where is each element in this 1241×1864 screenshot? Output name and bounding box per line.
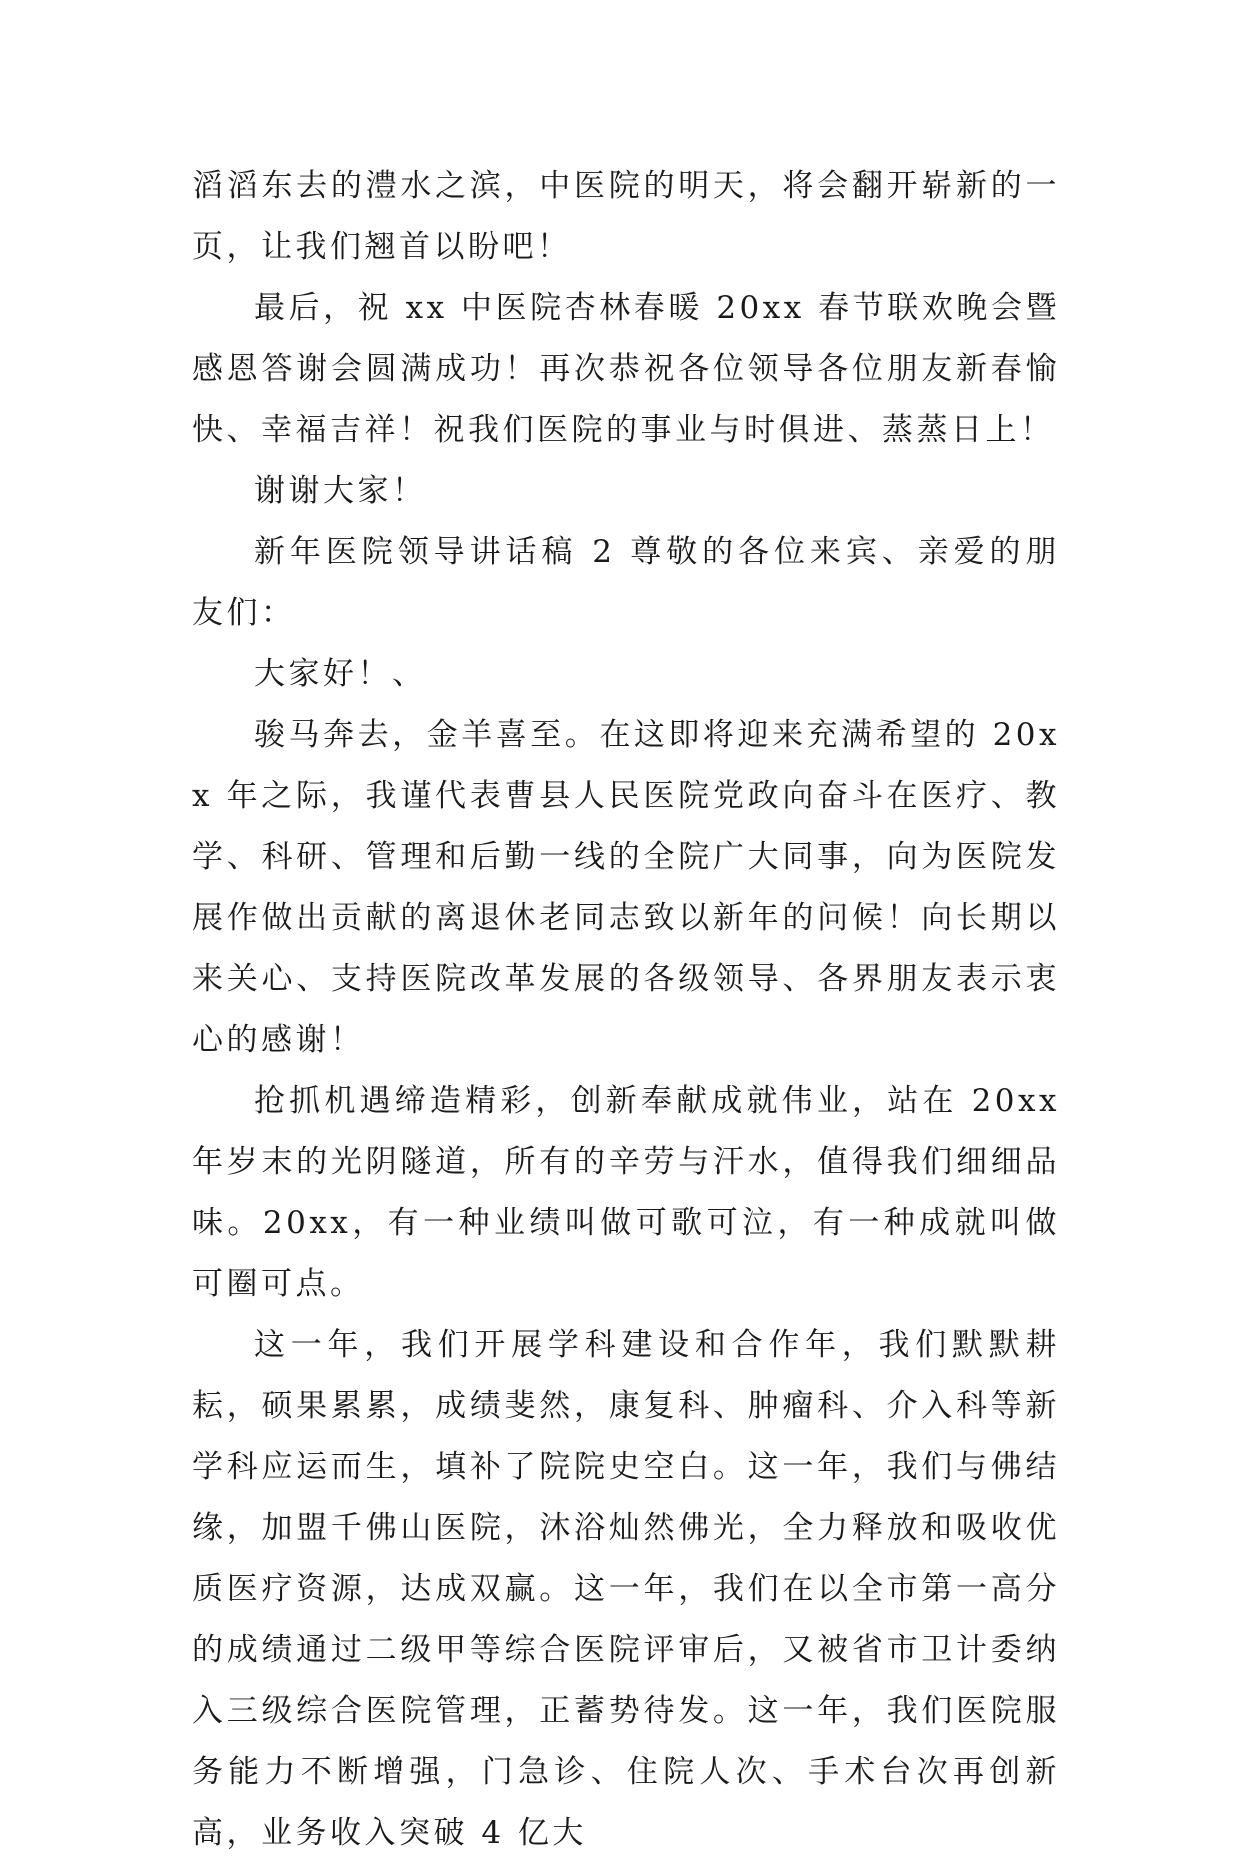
paragraph-6: 骏马奔去，金羊喜至。在这即将迎来充满希望的 20xx 年之际，我谨代表曹县人民医院党政向奋斗在医疗、教学、科研、管理和后勤一线的全院广大同事，向为医院发展作做出贡献的离退休老同志致以新年的问候！向长期以来关心、支持医院改革发展的各级领导、各界朋友表示衷心的感谢！	[192, 717, 1060, 1058]
paragraph-8: 这一年，我们开展学科建设和合作年，我们默默耕耘，硕果累累，成绩斐然，康复科、肿瘤科、介入科等新学科应运而生，填补了院院史空白。这一年，我们与佛结缘，加盟千佛山医院，沐浴灿然佛光，全力释放和吸收优质医疗资源，达成双赢。这一年，我们在以全市第一高分的成绩通过二级甲等综合医院评审后，又被省市卫计委纳入三级综合医院管理，正蓄势待发。这一年，我们医院服务能力不断增强，门急诊、住院人次、手术台次再创新高，业务收入突破 4 亿大	[192, 1327, 1060, 1851]
paragraph-1: 滔滔东去的澧水之滨，中医院的明天，将会翻开崭新的一页，让我们翘首以盼吧！	[192, 168, 1060, 265]
paragraph-5: 大家好！、	[254, 656, 427, 692]
paragraph-2: 最后，祝 xx 中医院杏林春暖 20xx 春节联欢晚会暨感恩答谢会圆满成功！再次恭祝各位领导各位朋友新春愉快、幸福吉祥！祝我们医院的事业与时俱进、蒸蒸日上！	[192, 290, 1060, 448]
paragraph-7: 抢抓机遇缔造精彩，创新奉献成就伟业，站在 20xx 年岁末的光阴隧道，所有的辛劳与汗水，值得我们细细品味。20xx，有一种业绩叫做可歌可泣，有一种成就叫做可圈可点。	[192, 1083, 1060, 1302]
document-body	[192, 156, 1060, 1864]
paragraph-4: 新年医院领导讲话稿 2 尊敬的各位来宾、亲爱的朋友们：	[192, 534, 1060, 631]
paragraph-3: 谢谢大家！	[254, 473, 427, 509]
